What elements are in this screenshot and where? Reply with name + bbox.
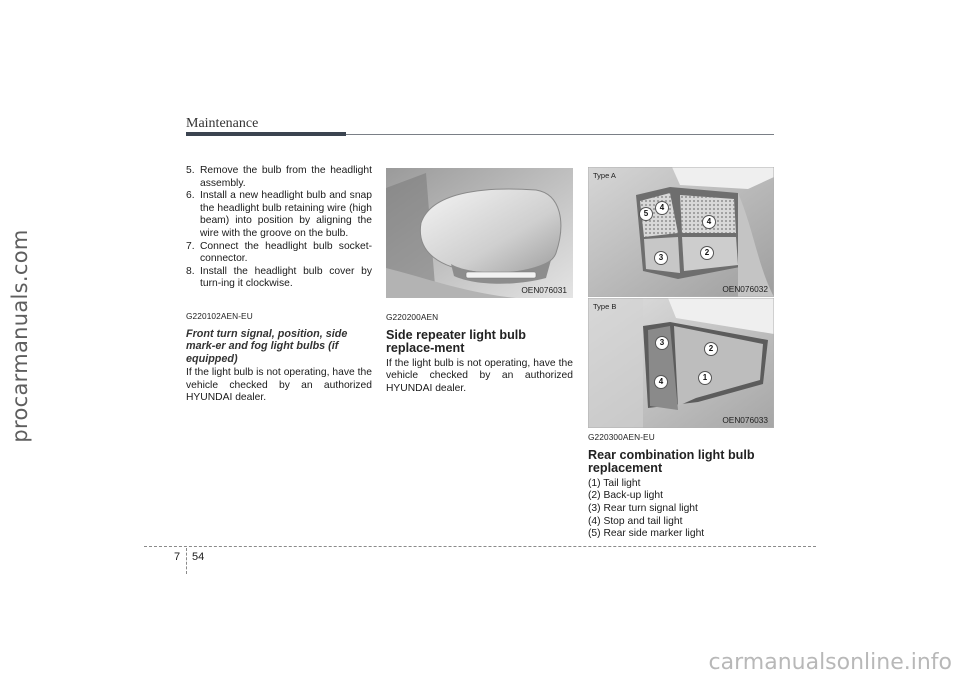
list-item: (4) Stop and tail light [588,515,683,527]
column-right [588,431,774,541]
section-code: G220102AEN-EU [186,310,253,321]
marker-2: 2 [700,246,714,260]
column-left [186,165,372,405]
marker-4: 4 [702,215,716,229]
list-item: (5) Rear side marker light [588,528,705,540]
side-mirror-photo [386,168,573,298]
image-caption: OEN076032 [722,284,768,294]
heading: Rear combination light bulb replacement [588,447,755,476]
side-watermark: procarmanuals.com [8,229,32,443]
rear-light-type-b-photo [588,298,774,428]
image-caption: OEN076031 [521,285,567,295]
marker-3: 3 [654,251,668,265]
step-8: 8. Install the headlight bulb cover by turn-ing it clockwise. [186,265,372,290]
header-rule-dark [186,132,346,136]
footer-rule [144,546,816,547]
marker-3: 3 [655,336,669,350]
marker-4: 4 [654,375,668,389]
rear-light-type-b-illustration [588,298,774,428]
list-item: (1) Tail light [588,477,641,489]
section-title: Maintenance [186,116,259,131]
paragraph: If the light bulb is not operating, have the vehicle checked by an authorized HYUNDAI dealer. [186,367,372,404]
marker-5: 5 [639,207,653,221]
side-mirror-illustration [386,168,573,298]
rear-light-type-a-photo [588,167,774,297]
step-6: 6. Install a new headlight bulb and snap the headlight bulb retaining wire (high beam) into position by aligning the wire with the groove on the bulb. [186,190,372,239]
column-middle [386,311,573,396]
bottom-watermark: carmanualsonline.info [708,650,952,675]
marker-1: 1 [698,371,712,385]
type-b-label: Type B [593,302,617,311]
paragraph: If the light bulb is not operating, have the vehicle checked by an authorized HYUNDAI dealer. [386,357,573,394]
footer-divider [186,548,187,574]
marker-2: 2 [704,342,718,356]
page-number: 54 [192,551,205,563]
rear-light-type-a-illustration [588,167,774,297]
section-code: G220200AEN [386,312,439,322]
list-item: (2) Back-up light [588,490,663,502]
subheading: Front turn signal, position, side mark-er and fog light bulbs (if equipped) [186,327,348,365]
step-7: 7. Connect the headlight bulb socket-connector. [186,240,372,265]
step-5: 5. Remove the bulb from the headlight assembly. [186,165,372,189]
image-caption: OEN076033 [722,415,768,425]
type-a-label: Type A [593,171,616,180]
heading: Side repeater light bulb replace-ment [386,327,526,356]
chapter-number: 7 [174,551,181,563]
bulb-list [588,478,774,541]
list-item: (3) Rear turn signal light [588,502,698,514]
section-code: G220300AEN-EU [588,432,655,442]
header-rule-light [346,134,774,135]
marker-4: 4 [655,201,669,215]
